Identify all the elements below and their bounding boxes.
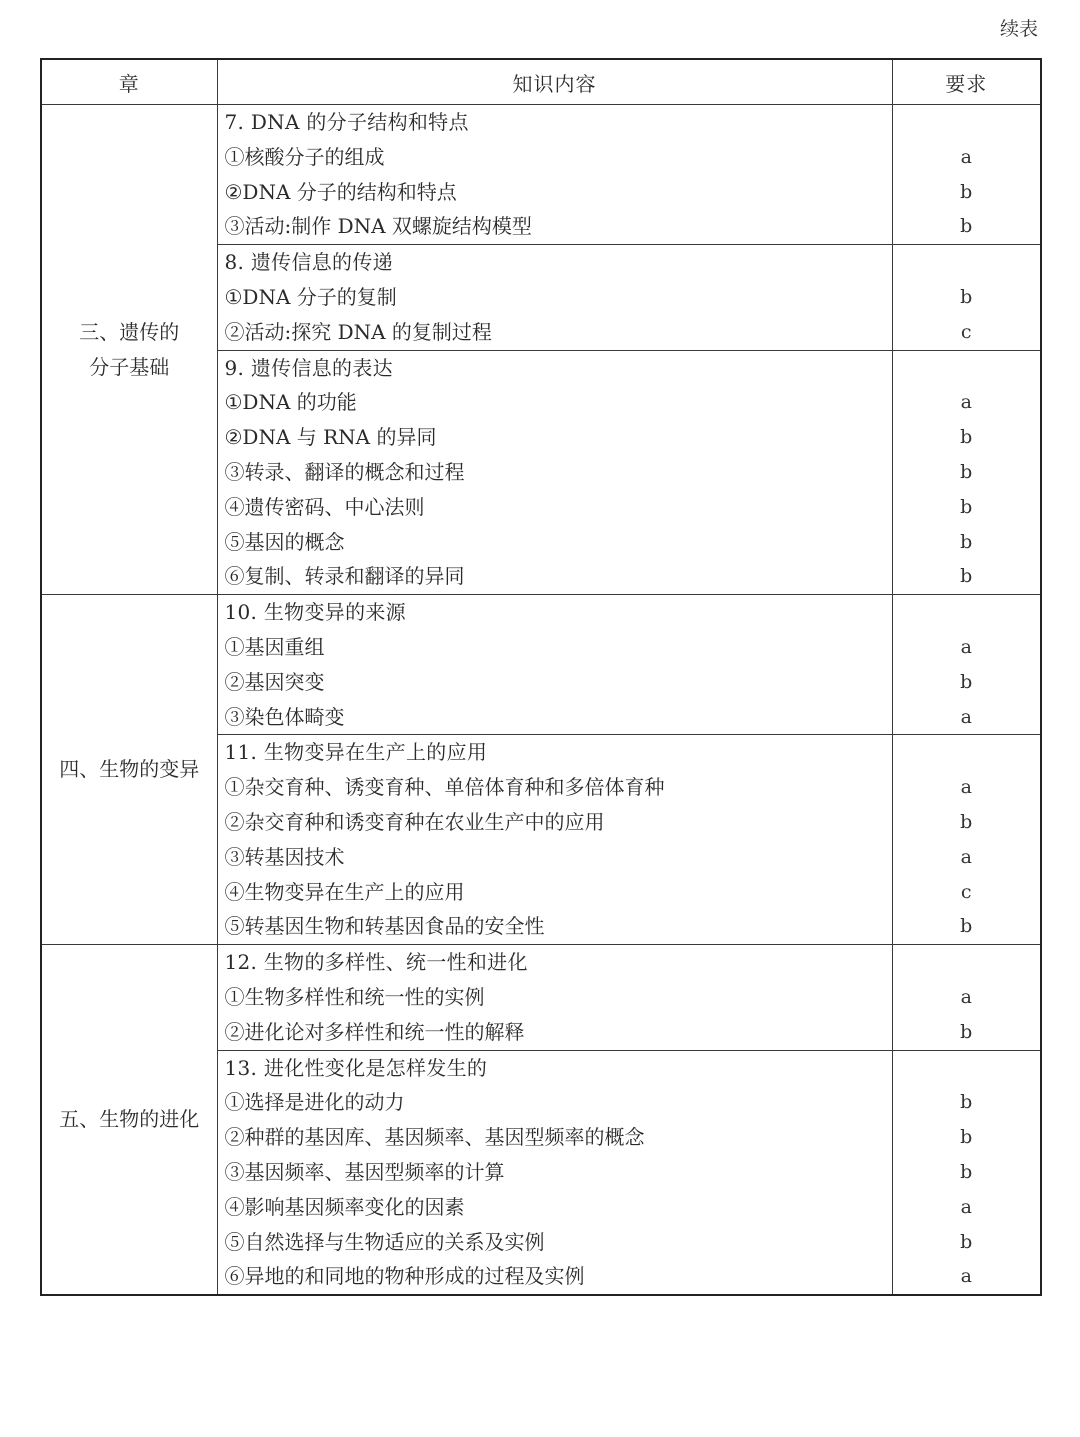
requirement-level: b — [960, 215, 973, 238]
requirement-level: b — [960, 530, 973, 553]
content-item: ①DNA 的功能 — [224, 390, 357, 415]
requirement-spacer — [893, 1051, 1041, 1086]
chapter-name-line-1: 三、遗传的 — [79, 319, 180, 344]
chapter-cell — [41, 945, 217, 1295]
content-cell — [217, 1050, 892, 1295]
requirement-cell — [892, 1050, 1041, 1295]
content-item: ②活动:探究 DNA 的复制过程 — [224, 319, 492, 344]
content-cell — [217, 595, 892, 735]
content-item: ②杂交育种和诱变育种在农业生产中的应用 — [224, 809, 605, 834]
requirement-level: a — [960, 635, 972, 658]
topic-title: 9. 遗传信息的表达 — [224, 355, 393, 380]
content-item: ②种群的基因库、基因频率、基因型频率的概念 — [224, 1125, 645, 1150]
syllabus-table — [40, 58, 1042, 1296]
content-item: ③转录、翻译的概念和过程 — [224, 459, 465, 484]
topic-title: 11. 生物变异在生产上的应用 — [224, 740, 488, 765]
requirement-level: a — [960, 776, 972, 799]
requirement-spacer — [893, 595, 1041, 630]
table-row — [41, 105, 1041, 245]
requirement-level: b — [960, 670, 973, 693]
header-content: 知识内容 — [217, 59, 892, 105]
requirement-level: a — [960, 985, 972, 1008]
content-item: ⑥复制、转录和翻译的异同 — [224, 564, 465, 589]
content-item: ②基因突变 — [224, 669, 325, 694]
requirement-spacer — [893, 735, 1041, 770]
requirement-level: c — [960, 320, 972, 343]
content-item: ①选择是进化的动力 — [224, 1090, 405, 1115]
content-cell — [217, 350, 892, 595]
requirement-level: a — [960, 705, 972, 728]
topic-title: 10. 生物变异的来源 — [224, 600, 406, 625]
table-header-row — [41, 59, 1041, 105]
content-item: ①核酸分子的组成 — [224, 144, 385, 169]
content-cell — [217, 735, 892, 945]
requirement-level: b — [960, 495, 973, 518]
requirement-level: b — [960, 285, 973, 308]
requirement-level: b — [960, 1160, 973, 1183]
requirement-level: b — [960, 1020, 973, 1043]
content-cell — [217, 945, 892, 1050]
chapter-name-line-1: 五、生物的进化 — [59, 1107, 200, 1132]
requirement-cell — [892, 105, 1041, 245]
content-item: ⑤转基因生物和转基因食品的安全性 — [224, 914, 545, 939]
content-item: ②DNA 分子的结构和特点 — [224, 179, 457, 204]
content-item: ④生物变异在生产上的应用 — [224, 879, 465, 904]
content-item: ③基因频率、基因型频率的计算 — [224, 1159, 505, 1184]
requirement-spacer — [893, 245, 1041, 280]
header-requirement: 要求 — [892, 59, 1041, 105]
table-continued-caption: 续表 — [999, 18, 1038, 40]
table-body — [41, 105, 1041, 1296]
requirement-spacer — [893, 105, 1041, 140]
requirement-level: c — [960, 880, 972, 903]
requirement-level: a — [960, 145, 972, 168]
requirement-level: b — [960, 565, 973, 588]
chapter-name-line-1: 四、生物的变异 — [59, 757, 200, 782]
topic-title: 8. 遗传信息的传递 — [224, 250, 393, 275]
topic-title: 12. 生物的多样性、统一性和进化 — [224, 950, 528, 975]
requirement-level: b — [960, 810, 973, 833]
table-row — [41, 595, 1041, 735]
requirement-level: b — [960, 426, 973, 449]
chapter-name-line-2: 分子基础 — [89, 354, 170, 379]
content-item: ③活动:制作 DNA 双螺旋结构模型 — [224, 214, 532, 239]
requirement-level: b — [960, 1126, 973, 1149]
topic-title: 13. 进化性变化是怎样发生的 — [224, 1055, 488, 1080]
content-item: ⑥异地的和同地的物种形成的过程及实例 — [224, 1264, 585, 1289]
content-item: ①杂交育种、诱变育种、单倍体育种和多倍体育种 — [224, 775, 665, 800]
table-row — [41, 945, 1041, 1050]
header-chapter: 章 — [41, 59, 217, 105]
requirement-level: b — [960, 460, 973, 483]
content-item: ④遗传密码、中心法则 — [224, 494, 425, 519]
content-item: ③转基因技术 — [224, 844, 345, 869]
requirement-cell — [892, 245, 1041, 350]
requirement-level: a — [960, 391, 972, 414]
requirement-level: b — [960, 1230, 973, 1253]
content-item: ①生物多样性和统一性的实例 — [224, 984, 485, 1009]
content-item: ①DNA 分子的复制 — [224, 284, 397, 309]
content-item: ②进化论对多样性和统一性的解释 — [224, 1019, 525, 1044]
requirement-cell — [892, 595, 1041, 735]
content-item: ②DNA 与 RNA 的异同 — [224, 425, 437, 450]
requirement-cell — [892, 735, 1041, 945]
content-item: ⑤基因的概念 — [224, 529, 345, 554]
requirement-spacer — [893, 945, 1041, 980]
chapter-cell — [41, 595, 217, 945]
chapter-cell — [41, 105, 217, 595]
requirement-spacer — [893, 351, 1041, 386]
requirement-level: b — [960, 180, 973, 203]
requirement-level: a — [960, 845, 972, 868]
content-item: ④影响基因频率变化的因素 — [224, 1194, 465, 1219]
topic-title: 7. DNA 的分子结构和特点 — [224, 110, 469, 134]
content-item: ⑤自然选择与生物适应的关系及实例 — [224, 1229, 545, 1254]
requirement-cell — [892, 350, 1041, 595]
content-cell — [217, 245, 892, 350]
requirement-level: a — [960, 1195, 972, 1218]
content-cell — [217, 105, 892, 245]
requirement-level: b — [960, 1091, 973, 1114]
content-item: ③染色体畸变 — [224, 704, 345, 729]
requirement-level: a — [960, 1265, 972, 1288]
requirement-level: b — [960, 915, 973, 938]
content-item: ①基因重组 — [224, 634, 325, 659]
requirement-cell — [892, 945, 1041, 1050]
